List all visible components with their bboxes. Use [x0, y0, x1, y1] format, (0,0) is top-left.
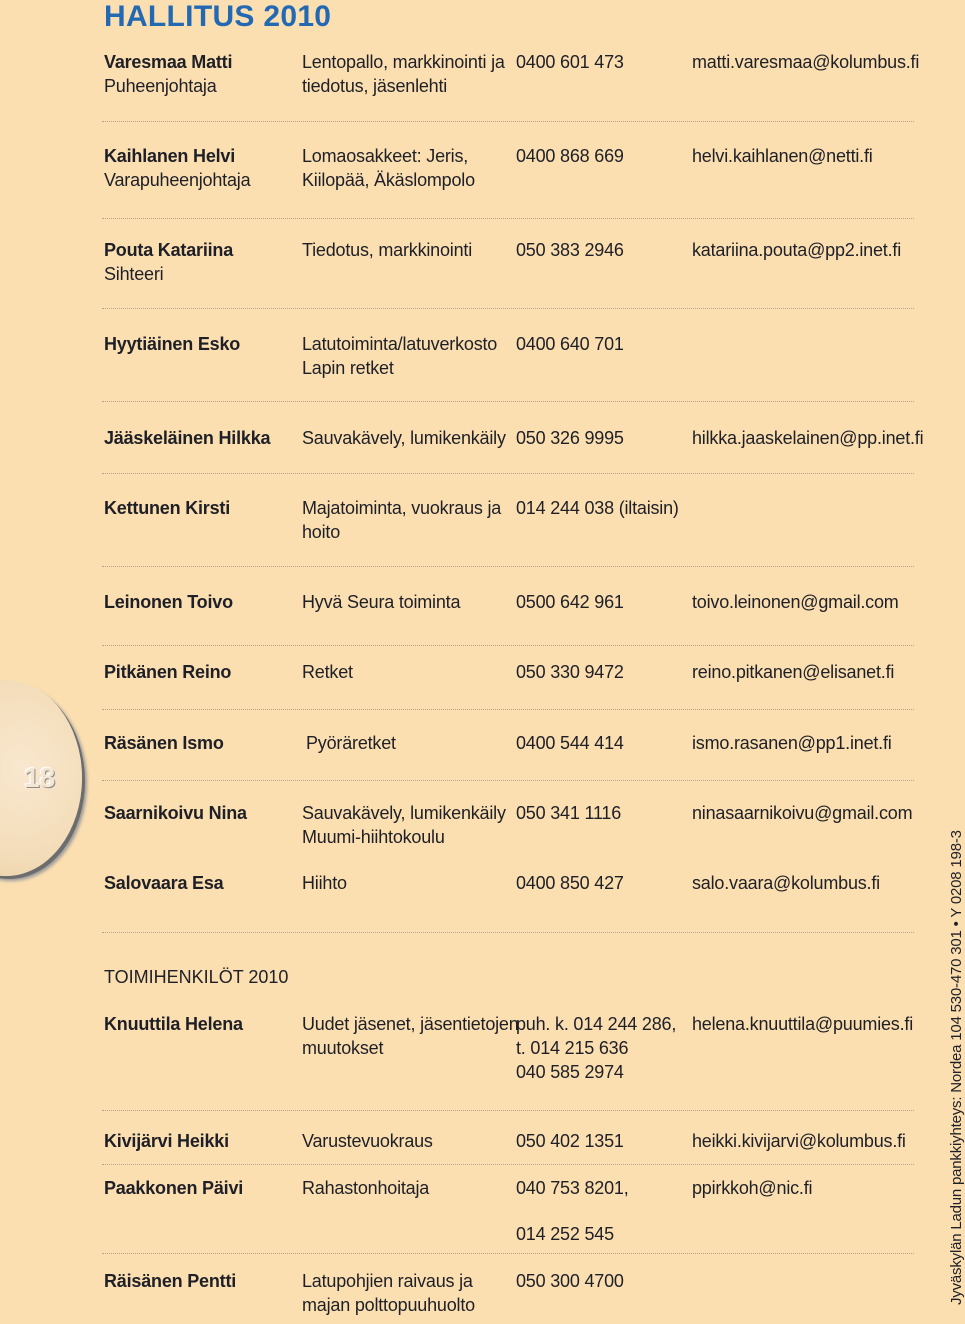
member-email[interactable]: katariina.pouta@pp2.inet.fi: [692, 240, 902, 260]
member-phone: 050 300 4700: [516, 1271, 624, 1291]
member-phone: 0400 850 427: [516, 873, 624, 893]
board-member-0: [104, 50, 232, 98]
member-name: Kivijärvi Heikki: [104, 1131, 229, 1151]
member-name: Saarnikoivu Nina: [104, 803, 247, 823]
page-number: 18: [24, 762, 56, 793]
member-email[interactable]: hilkka.jaaskelainen@pp.inet.fi: [692, 428, 924, 448]
member-duties: Majatoiminta, vuokraus ja hoito: [302, 498, 502, 542]
row-divider: [102, 1164, 914, 1165]
row-divider: [102, 1110, 914, 1111]
member-email[interactable]: helena.knuuttila@puumies.fi: [692, 1014, 914, 1034]
member-duties: Hiihto: [302, 873, 347, 893]
member-phone: puh. k. 014 244 286, t. 014 215 636 040 585 2974: [516, 1014, 677, 1082]
board-member-2: [104, 238, 233, 286]
member-name: Kaihlanen Helvi: [104, 146, 236, 166]
member-name: Hyytiäinen Esko: [104, 334, 241, 354]
member-name: Pitkänen Reino: [104, 662, 232, 682]
member-name: Paakkonen Päivi: [104, 1178, 244, 1198]
member-email[interactable]: ismo.rasanen@pp1.inet.fi: [692, 733, 892, 753]
member-phone: 0400 640 701: [516, 334, 624, 354]
member-phone: 050 402 1351: [516, 1131, 624, 1151]
member-duties: Latupohjien raivaus ja majan polttopuuhuolto: [302, 1271, 475, 1315]
row-divider: [102, 645, 914, 646]
member-duties: Pyöräretket: [306, 733, 396, 753]
row-divider: [102, 218, 914, 219]
member-name: Jääskeläinen Hilkka: [104, 428, 271, 448]
member-email[interactable]: ppirkkoh@nic.fi: [692, 1178, 813, 1198]
member-role: Sihteeri: [104, 264, 164, 284]
row-divider: [102, 308, 914, 309]
member-email[interactable]: toivo.leinonen@gmail.com: [692, 592, 899, 612]
member-duties: Uudet jäsenet, jäsentietojen muutokset: [302, 1014, 519, 1058]
bank-info: Jyväskylän Ladun pankkiyhteys: Nordea 104 530-470 301 • Y 0208 198-3: [948, 830, 965, 1305]
member-name: Räsänen Ismo: [104, 733, 224, 753]
row-divider: [102, 473, 914, 474]
member-phone: 0400 601 473: [516, 52, 624, 72]
member-phone: 040 753 8201,: [516, 1178, 629, 1198]
member-duties: Retket: [302, 662, 353, 682]
member-name: Kettunen Kirsti: [104, 498, 231, 518]
member-name: Leinonen Toivo: [104, 592, 233, 612]
member-name: Varesmaa Matti: [104, 52, 233, 72]
member-phone-secondary: 014 252 545: [516, 1224, 614, 1244]
row-divider: [102, 780, 914, 781]
member-duties: Tiedotus, markkinointi: [302, 240, 473, 260]
member-phone: 0400 868 669: [516, 146, 624, 166]
member-email[interactable]: reino.pitkanen@elisanet.fi: [692, 662, 895, 682]
member-phone: 050 341 1116: [516, 803, 622, 823]
member-phone: 050 326 9995: [516, 428, 624, 448]
row-divider: [102, 401, 914, 402]
member-role: Varapuheenjohtaja: [104, 170, 251, 190]
member-duties: Sauvakävely, lumikenkäily: [302, 428, 506, 448]
officials-heading: TOIMIHENKILÖT 2010: [104, 967, 289, 987]
member-duties: Latutoiminta/latuverkosto Lapin retket: [302, 334, 498, 378]
member-duties: Lomaosakkeet: Jeris, Kiilopää, Äkäslompolo: [302, 146, 475, 190]
member-phone: 050 330 9472: [516, 662, 624, 682]
row-divider: [102, 566, 914, 567]
member-email[interactable]: heikki.kivijarvi@kolumbus.fi: [692, 1131, 906, 1151]
member-name: Räisänen Pentti: [104, 1271, 237, 1291]
member-duties: Lentopallo, markkinointi ja tiedotus, jäsenlehti: [302, 52, 505, 96]
member-duties: Hyvä Seura toiminta: [302, 592, 461, 612]
row-divider: [102, 121, 914, 122]
member-name: Salovaara Esa: [104, 873, 224, 893]
member-phone: 050 383 2946: [516, 240, 624, 260]
member-name: Pouta Katariina: [104, 240, 234, 260]
member-name: Knuuttila Helena: [104, 1014, 243, 1034]
member-email[interactable]: helvi.kaihlanen@netti.fi: [692, 146, 873, 166]
member-role: Puheenjohtaja: [104, 76, 217, 96]
member-duties: Rahastonhoitaja: [302, 1178, 430, 1198]
member-email[interactable]: matti.varesmaa@kolumbus.fi: [692, 52, 920, 72]
member-phone: 0400 544 414: [516, 733, 624, 753]
row-divider: [102, 932, 914, 933]
row-divider: [102, 1253, 914, 1254]
member-phone: 014 244 038 (iltaisin): [516, 498, 679, 518]
member-duties: Sauvakävely, lumikenkäily Muumi-hiihtokoulu: [302, 803, 506, 847]
member-duties: Varustevuokraus: [302, 1131, 433, 1151]
board-member-1: [104, 144, 250, 192]
member-email[interactable]: salo.vaara@kolumbus.fi: [692, 873, 880, 893]
page-title: HALLITUS 2010: [104, 0, 332, 33]
row-divider: [102, 709, 914, 710]
member-phone: 0500 642 961: [516, 592, 624, 612]
member-email[interactable]: ninasaarnikoivu@gmail.com: [692, 803, 913, 823]
